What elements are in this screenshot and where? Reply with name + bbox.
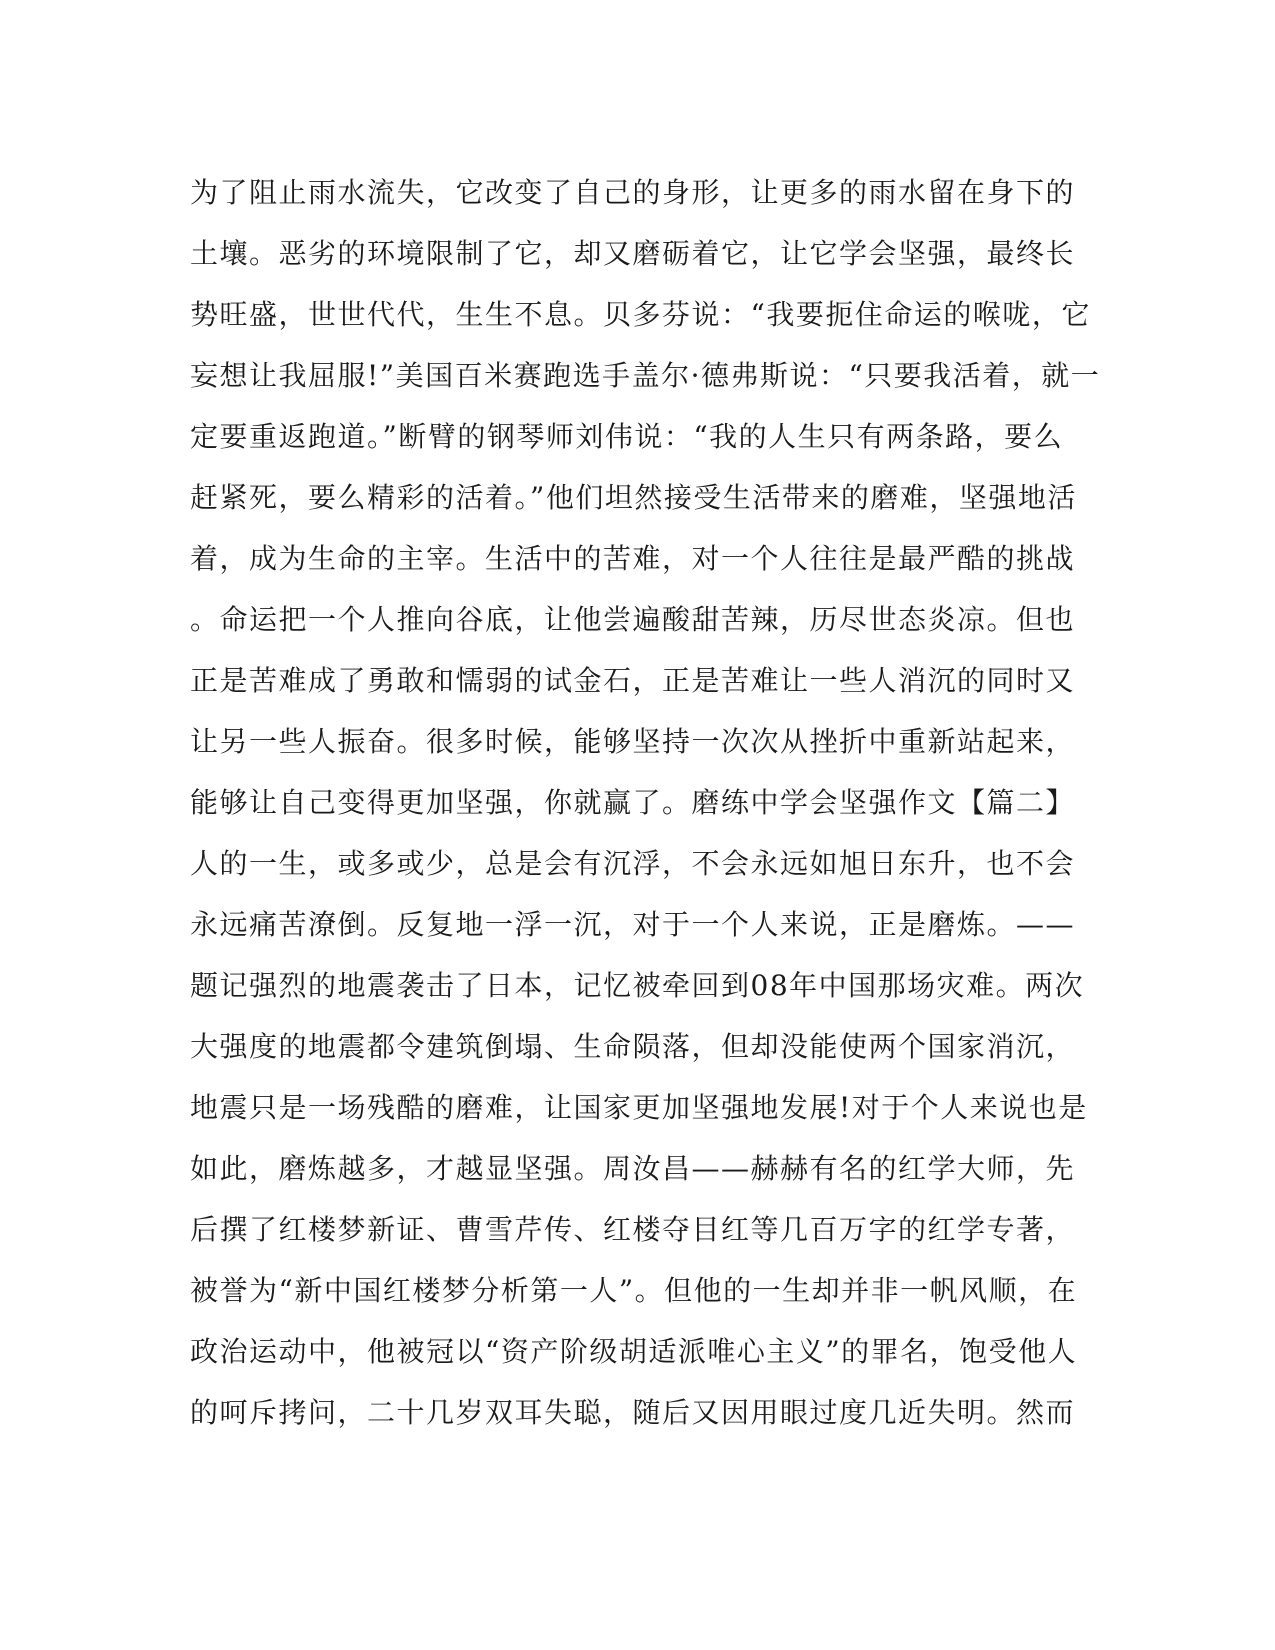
text-line: 政治运动中，他被冠以“资产阶级胡适派唯心主义”的罪名，饱受他人 (190, 1335, 1078, 1368)
text-line: 后撰了红楼梦新证、曹雪芹传、红楼夺目红等几百万字的红学专著， (190, 1213, 1076, 1246)
text-line: 让另一些人振奋。很多时候，能够坚持一次次从挫折中重新站起来， (190, 725, 1076, 758)
text-line: 赶紧死，要么精彩的活着。”他们坦然接受生活带来的磨难，坚强地活 (190, 481, 1077, 514)
text-line: 。命运把一个人推向谷底，让他尝遍酸甜苦辣，历尽世态炎凉。但也 (190, 603, 1076, 636)
text-line: 正是苦难成了勇敢和懦弱的试金石，正是苦难让一些人消沉的同时又 (190, 664, 1076, 697)
text-line: 的呵斥拷问，二十几岁双耳失聪，随后又因用眼过度几近失明。然而 (190, 1396, 1076, 1429)
text-line: 为了阻止雨水流失，它改变了自己的身形，让更多的雨水留在身下的 (190, 176, 1076, 209)
text-line: 能够让自己变得更加坚强，你就赢了。磨练中学会坚强作文【篇二】 (190, 786, 1076, 819)
text-line: 题记强烈的地震袭击了日本，记忆被牵回到08年中国那场灾难。两次 (190, 969, 1085, 1002)
text-line: 势旺盛，世世代代，生生不息。贝多芬说：“我要扼住命运的喉咙，它 (190, 298, 1091, 331)
text-line: 大强度的地震都令建筑倒塌、生命陨落，但却没能使两个国家消沉， (190, 1030, 1076, 1063)
text-line: 土壤。恶劣的环境限制了它，却又磨砺着它，让它学会坚强，最终长 (190, 237, 1076, 270)
text-line: 定要重返跑道。”断臂的钢琴师刘伟说：“我的人生只有两条路，要么 (190, 420, 1064, 453)
text-line: 妄想让我屈服!”美国百米赛跑选手盖尔·德弗斯说：“只要我活着，就一 (190, 359, 1101, 392)
text-line: 被誉为“新中国红楼梦分析第一人”。但他的一生却并非一帆风顺，在 (190, 1274, 1078, 1307)
text-line: 永远痛苦潦倒。反复地一浮一沉，对于一个人来说，正是磨炼。—— (190, 908, 1076, 941)
body-text (190, 162, 1101, 1443)
text-line: 如此，磨炼越多，才越显坚强。周汝昌——赫赫有名的红学大师，先 (190, 1152, 1076, 1185)
text-line: 地震只是一场残酷的磨难，让国家更加坚强地发展!对于个人来说也是 (190, 1091, 1088, 1124)
text-line: 人的一生，或多或少，总是会有沉浮，不会永远如旭日东升，也不会 (190, 847, 1076, 880)
text-line: 着，成为生命的主宰。生活中的苦难，对一个人往往是最严酷的挑战 (190, 542, 1076, 575)
